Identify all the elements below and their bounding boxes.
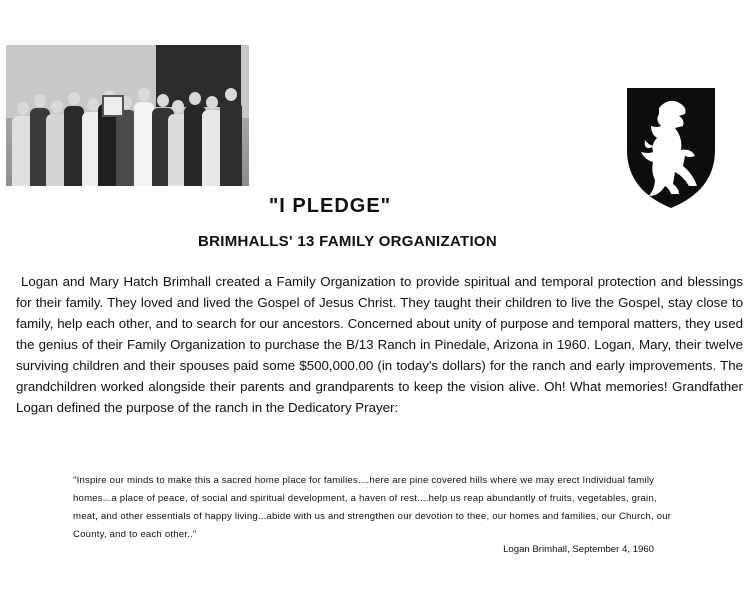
photo-person-head bbox=[17, 102, 29, 115]
photo-plaque bbox=[102, 95, 124, 117]
photo-person-head bbox=[51, 100, 63, 113]
photo-person-head bbox=[138, 88, 150, 101]
history-paragraph: Logan and Mary Hatch Brimhall created a Family Organization to provide spiritual and temporal protection and blessings for their family. They loved and lived the Gospel of Jesus Christ. They taught their children to live the Gospel, stay close to family, help each other, and to search for our ancestors. Concerned about unity of purpose and temporal matters, they used the genius of their Family Organization to purchase the B/13 Ranch in Pinedale, Arizona in 1960. Logan, Mary, their twelve surviving children and their spouses paid some $500,000.00 (in today's dollars) for the ranch and early improvements. The grandchildren worked alongside their parents and grandparents to keep the vision alive. Oh! What memories! Grandfather Logan defined the purpose of the ranch in the Dedicatory Prayer: bbox=[16, 274, 743, 415]
photo-person bbox=[64, 106, 84, 186]
lion-rampant-shield-icon bbox=[625, 86, 717, 210]
photo-person bbox=[220, 102, 242, 186]
photo-person-head bbox=[225, 88, 237, 101]
photo-person-head bbox=[34, 94, 46, 107]
photo-person-head bbox=[68, 92, 80, 105]
quote-attribution: Logan Brimhall, September 4, 1960 bbox=[503, 544, 654, 555]
photo-person bbox=[116, 110, 136, 186]
photo-person-head bbox=[206, 96, 218, 109]
photo-person bbox=[134, 102, 154, 186]
organization-subtitle: BRIMHALLS' 13 FAMILY ORGANIZATION bbox=[197, 233, 498, 250]
photo-person-head bbox=[157, 94, 169, 107]
photo-person-head bbox=[172, 100, 184, 113]
photo-person bbox=[202, 110, 222, 186]
family-group-photo bbox=[6, 45, 249, 186]
page-title: "I PLEDGE" bbox=[268, 195, 392, 217]
photo-person-head bbox=[189, 92, 201, 105]
dedicatory-prayer-quote: "Inspire our minds to make this a sacred home place for families....here are pine covered hills where we may erect Individual family homes...a place of peace, of social and spiritual development, a haven of rest....help us reap abundantly of fruits, vegetables, grain, meat, and other essentials of happy living...abide with us and strengthen our devotion to thee, our homes and families, our Church, our County, and to each other.." bbox=[73, 475, 672, 540]
